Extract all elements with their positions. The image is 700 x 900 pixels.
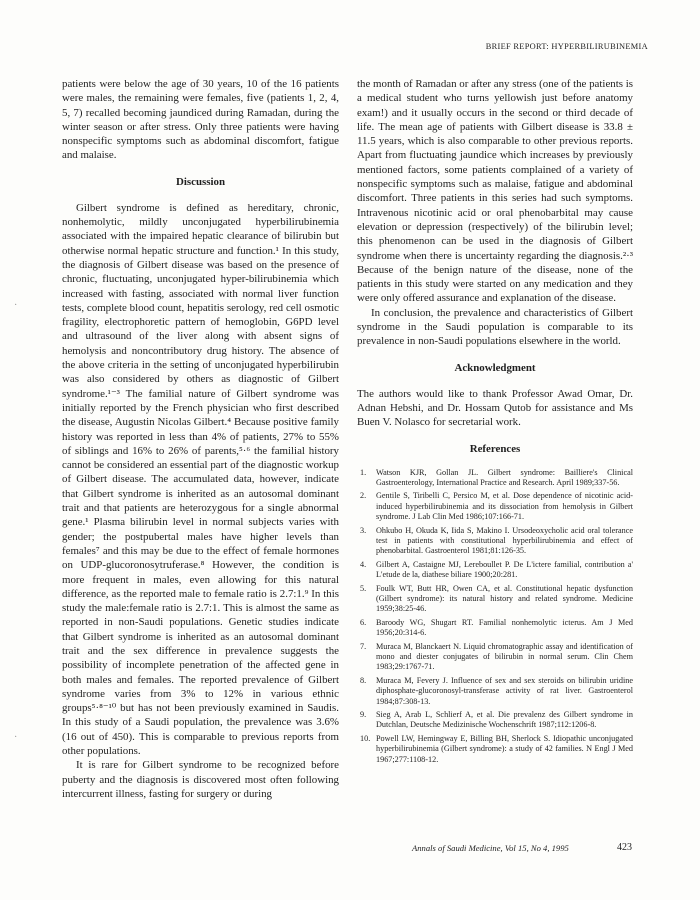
margin-mark: ·: [14, 732, 18, 743]
reference-item: [357, 618, 633, 639]
discussion-paragraph-1: Gilbert syndrome is defined as hereditary, chronic, nonhemolytic, mildly unconjugated hyperbilirubinemia associated with the impaired hepatic clearance of bilirubin but otherwise normal hepatic structure and function.¹ In this study, the diagnosis of Gilbert disease was based on the presence of chronic, fluctuating, unconjugated hyper-bilirubinemia which increased with fasting, associated with normal liver function tests, complete blood count, hepatitis serology, red cell osmotic fragility, electrophoretic pattern of hemoglobin, G6PD level and ultrasound of the liver along with absent signs of hemolysis and noncontributory drug history. The absence of the above criteria in the setting of unconjugated hyperbilirubin was also considered by others as diagnostic of Gilbert syndrome.¹⁻³ The familial nature of Gilbert syndrome was initially reported by the French physician who first described the disease, Augustin Nicolas Gilbert.⁴ Because positive family history was reported in less than 4% of patients, 27% to 55% of siblings and 16% to 26% of parents,⁵·⁶ the familial history cannot be considered an essential part of the diagnostic workup of Gilbert disease. The accumulated data, however, indicate that Gilbert syndrome is inherited as an autosomal dominant trait and that patients are heterozygous for a single abnormal gene.¹ Plasma bilirubin level in normal subjects varies with gender; the postpubertal males have higher levels than females⁷ and this may be due to the effect of female hormones on UDP-glucoronosytruferase.⁸ However, the condition is more frequent in males, even allowing for this natural difference, as the reported male to female ratio is 2.7:1.⁹ In this study the male:female ratio is 2.7:1. This is almost the same as reported in non-Saudi populations. Genetic studies indicate that Gilbert syndrome is inherited as an autosomal dominant trait and the sex difference in prevalence suggests the possibility of incomplete penetration of the affected gene in both males and females. The reported prevalence of Gilbert syndrome varies from 3% to 12% in various ethnic groups⁵·⁸⁻¹⁰ but has not been previously examined in Saudis. In this study of a Saudi population, the prevalence was 3.6% (16 out of 450). This is comparable to previous reports from other populations.: [62, 201, 339, 758]
discussion-heading: Discussion: [175, 175, 226, 188]
discussion-paragraph-2: It is rare for Gilbert syndrome to be recognized before puberty and the diagnosis is discovered most often following intercurrent illness, fasting for surgery or during: [62, 759, 339, 800]
reference-number: 4.: [360, 559, 367, 569]
conclusion-paragraph: In conclusion, the prevalence and characteristics of Gilbert syndrome in the Saudi population is comparable to its prevalence in non-Saudi populations elsewhere in the world.: [357, 306, 633, 348]
acknowledgment-paragraph: The authors would like to thank Professor Awad Omar, Dr. Adnan Hebshi, and Dr. Hossam Qutob for assistance and Ms Buen V. Nolasco for secretarial work.: [357, 387, 633, 429]
reference-text: Baroody WG, Shugart RT. Familial nonhemolytic icterus. Am J Med 1956;20:314-6.: [376, 617, 633, 638]
reference-item: [357, 526, 633, 557]
reference-number: 10.: [360, 733, 371, 743]
reference-text: Gentile S, Tiribelli C, Persico M, et al. Dose dependence of nicotinic acid-induced hyperbilirubinemia and its dissociation from hemolysis in Gilbert syndrome. J Lab Clin Med 1986;107:166-71.: [376, 491, 633, 522]
reference-item: [357, 734, 633, 765]
left-column: [62, 77, 339, 801]
reference-number: 3.: [360, 525, 367, 535]
reference-text: Foulk WT, Butt HR, Owen CA, et al. Constitutional hepatic dysfunction (Gilbert syndrome): its natural history and related syndrome. Medicine 1959;38:25-46.: [376, 583, 633, 614]
reference-number: 8.: [360, 675, 367, 685]
reference-text: Gilbert A, Castaigne MJ, Lereboullet P. De L'ictere familial, contribution a' L'etude de la, diathese biliare 1900;20:281.: [376, 559, 633, 580]
reference-item: [357, 584, 633, 615]
reference-number: 2.: [360, 491, 367, 501]
reference-item: [357, 642, 633, 673]
reference-item: [357, 491, 633, 522]
references-list: [357, 468, 633, 766]
reference-text: Powell LW, Hemingway E, Billing BH, Sherlock S. Idiopathic unconjugated hyperbilirubinemia (Gilbert syndrome): a study of 42 families. N Engl J Med 1967;277:1108-12.: [376, 733, 633, 764]
reference-number: 9.: [360, 710, 367, 720]
running-head: BRIEF REPORT: HYPERBILIRUBINEMIA: [485, 42, 648, 51]
reference-text: Watson KJR, Gollan JL. Gilbert syndrome: Bailliere's Clinical Gastroenterology, International Practice and Research. April 1989;337-56.: [376, 467, 633, 487]
margin-mark: ·: [14, 300, 18, 311]
acknowledgment-heading: Acknowledgment: [454, 361, 536, 374]
reference-number: 6.: [360, 617, 367, 627]
intro-paragraph: patients were below the age of 30 years, 10 of the 16 patients were males, the remaining were females, five (patients 1, 2, 4, 5, 7) recalled becoming jaundiced during Ramadan, during the winter season or after stress. Only three patients were having nonspecific symptoms such as abdominal discomfort, fatigue and malaise.: [62, 78, 339, 162]
continuation-paragraph: the month of Ramadan or after any stress (one of the patients is a medical student who turns yellowish just before anatomy exam!) and it usually occurs in the second or third decade of life. The mean age of patients with Gilbert disease is 33.8 ± 11.5 years, which is also comparable to other previous reports. Apart from fluctuating jaundice which increases by previously mentioned factors, some patients complained of a variety of nonspecific symptoms such as malaise, fatigue and abdominal discomfort. Three patients in this series had such symptoms. Intravenous nicotinic acid or oral phenobarbital may cause elevation or depression (respectively) of the bilirubin level; this phenomenon can be used in the diagnosis of Gilbert syndrome when there is uncertainty regarding the diagnosis.²·³ Because of the benign nature of the disease, none of the patients in this study were started on any medication and they were only offered assurance and explanation of the disease.: [357, 78, 633, 305]
reference-item: [357, 676, 633, 707]
journal-citation: Annals of Saudi Medicine, Vol 15, No 4, 1995: [412, 843, 569, 853]
right-column: [357, 77, 633, 768]
reference-item: [357, 468, 633, 489]
references-heading: References: [469, 442, 521, 455]
reference-text: Ohkubo H, Okuda K, Iida S, Makino I. Ursodeoxycholic acid oral tolerance test in patients with constitutional hyperbilirubinemia and effect of phenobarbital. Gastroenterol 1981;81:126-35.: [376, 525, 633, 556]
reference-text: Sieg A, Arab L, Schlierf A, et al. Die prevalenz des Gilbert syndrome in Dutchlan, Deutsche Medizinische Wochenschrift 1987;112:1206-8.: [376, 710, 633, 730]
reference-text: Muraca M, Fevery J. Influence of sex and sex steroids on bilirubin uridine diphosphate-glucoronosyl-transferase activity of rat liver. Gastroenterol 1984;87:308-13.: [376, 675, 633, 706]
reference-number: 7.: [360, 641, 367, 651]
reference-number: 5.: [360, 583, 367, 593]
page-number: 423: [617, 842, 632, 853]
reference-item: [357, 710, 633, 731]
reference-text: Muraca M, Blanckaert N. Liquid chromatographic assay and identification of mono and diester conjugates of bilirubin in normal serum. Clin Chem 1983;29:1767-71.: [376, 641, 633, 672]
reference-item: [357, 560, 633, 581]
reference-number: 1.: [360, 467, 367, 477]
